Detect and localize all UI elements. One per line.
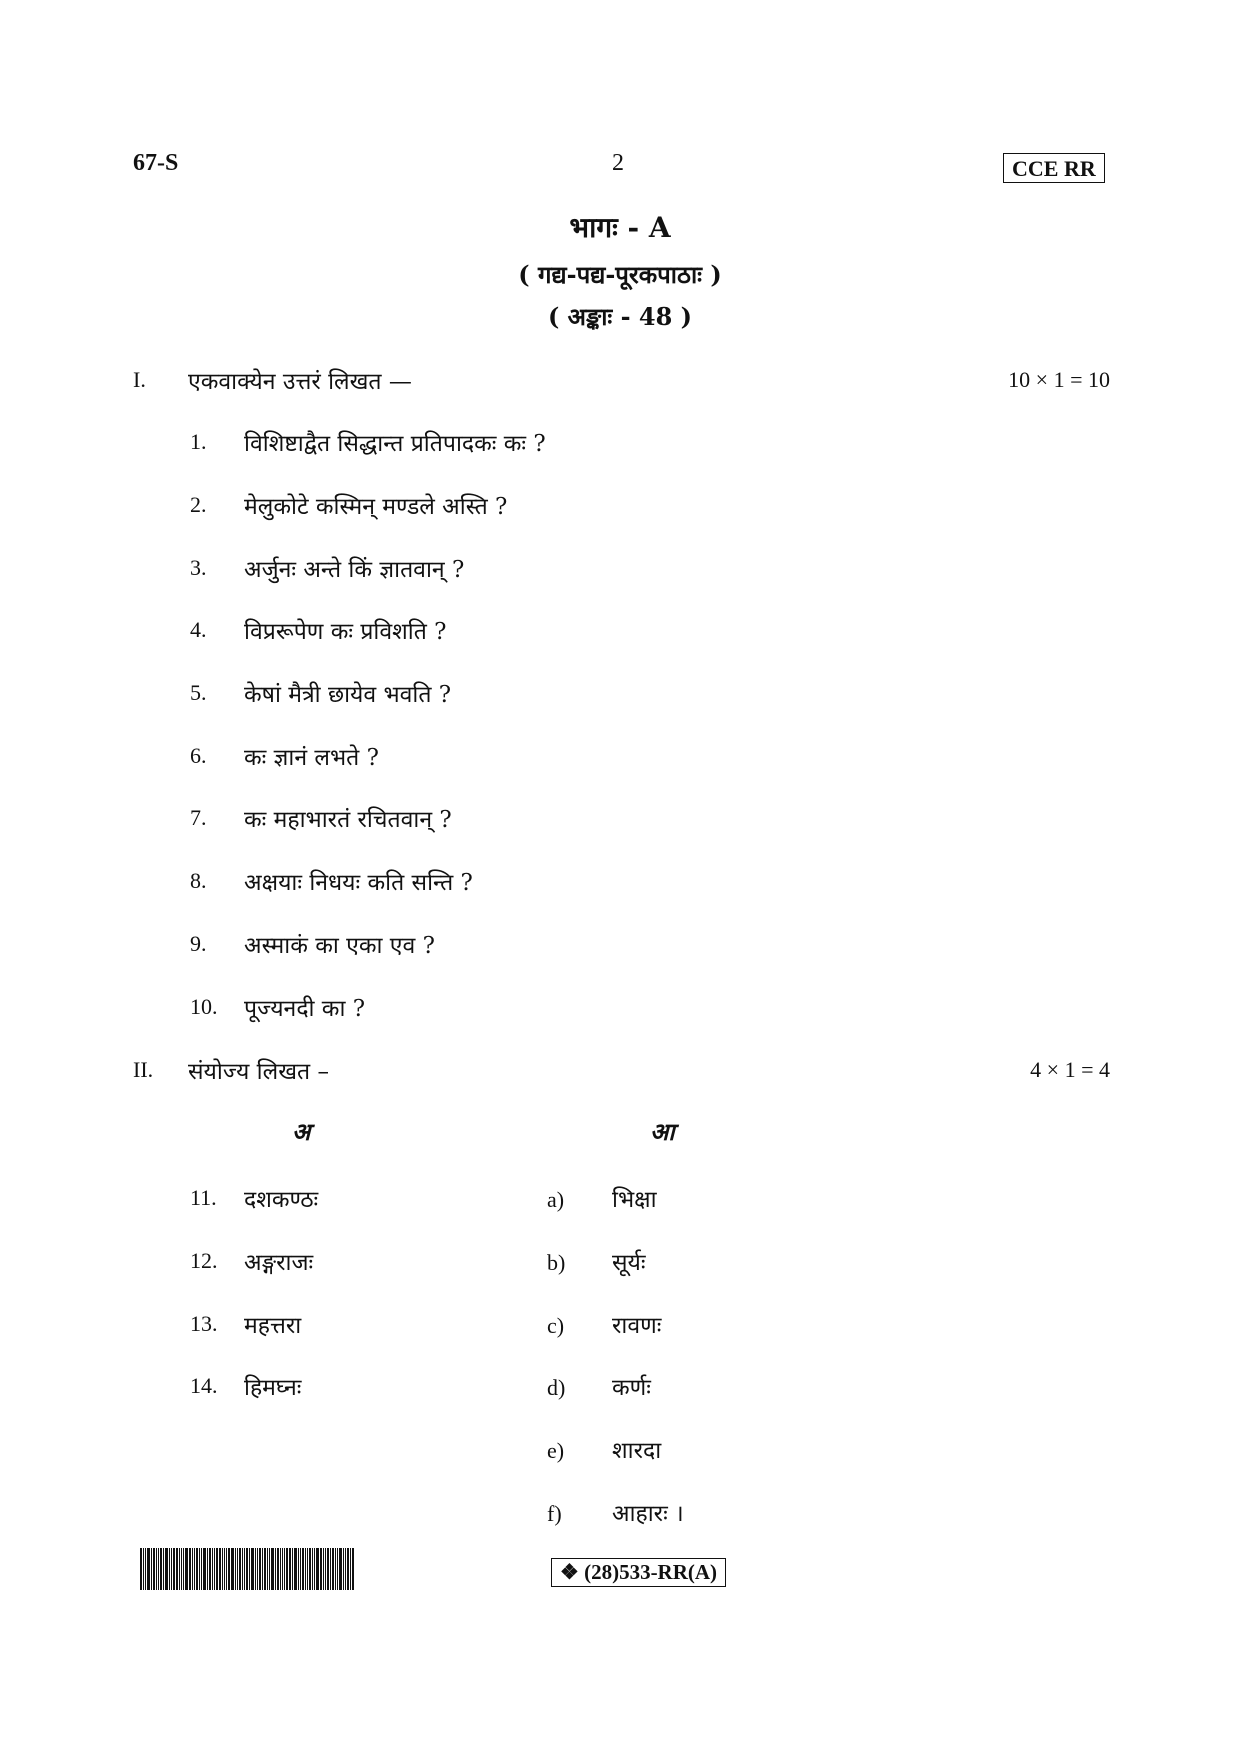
barcode-bar — [269, 1548, 270, 1590]
barcode-bar — [169, 1548, 170, 1590]
barcode-bar — [298, 1548, 299, 1590]
barcode-bar — [264, 1548, 266, 1590]
barcode-bar — [194, 1548, 195, 1590]
barcode-bar — [226, 1548, 227, 1590]
option-text: कर्णः — [612, 1375, 651, 1401]
barcode-bar — [323, 1548, 324, 1590]
match-term: दशकण्ठः — [244, 1187, 319, 1213]
barcode-bar — [231, 1548, 234, 1590]
barcode-bar — [300, 1548, 301, 1590]
barcode-bar — [307, 1548, 308, 1590]
question-number: 6. — [190, 743, 207, 768]
question-text: अर्जुनः अन्ते किं ज्ञातवान् ? — [244, 557, 465, 583]
barcode-bar — [284, 1548, 285, 1590]
barcode-bar — [277, 1548, 279, 1590]
barcode-bar — [145, 1548, 146, 1590]
barcode-bar — [343, 1548, 344, 1590]
option-letter: f) — [547, 1501, 562, 1526]
barcode-bar — [305, 1548, 306, 1590]
barcode-bar — [199, 1548, 200, 1590]
barcode-bar — [160, 1548, 162, 1590]
barcode-bar — [185, 1548, 188, 1590]
barcode-bar — [173, 1548, 175, 1590]
barcode-bar — [302, 1548, 304, 1590]
question-number: 1. — [190, 429, 207, 454]
barcode-bar — [337, 1548, 338, 1590]
barcode — [140, 1548, 425, 1590]
column-a-heading: अ — [292, 1117, 311, 1146]
barcode-bar — [244, 1548, 245, 1590]
barcode-bar — [332, 1548, 334, 1590]
question-number: 8. — [190, 868, 207, 893]
barcode-bar — [352, 1548, 354, 1590]
barcode-bar — [176, 1548, 178, 1590]
barcode-bar — [255, 1548, 256, 1590]
barcode-bar — [320, 1548, 322, 1590]
question-number: 2. — [190, 492, 207, 517]
barcode-bar — [216, 1548, 218, 1590]
cce-rr-label: CCE RR — [1003, 153, 1105, 183]
barcode-bar — [249, 1548, 250, 1590]
match-term: अङ्गराजः — [244, 1250, 314, 1276]
question-number: 9. — [190, 931, 207, 956]
barcode-bar — [257, 1548, 258, 1590]
question-number: 3. — [190, 555, 207, 580]
question-text: विप्ररूपेण कः प्रविशति ? — [244, 619, 447, 645]
barcode-bar — [165, 1548, 168, 1590]
barcode-bar — [330, 1548, 331, 1590]
barcode-bar — [246, 1548, 248, 1590]
barcode-bar — [327, 1548, 329, 1590]
barcode-bar — [275, 1548, 276, 1590]
barcode-bar — [171, 1548, 172, 1590]
barcode-bar — [345, 1548, 346, 1590]
section-2-marks: 4 × 1 = 4 — [1030, 1057, 1110, 1082]
question-number: 10. — [190, 994, 218, 1019]
barcode-bar — [158, 1548, 159, 1590]
barcode-bar — [267, 1548, 268, 1590]
barcode-bar — [316, 1548, 319, 1590]
barcode-bar — [314, 1548, 315, 1590]
question-text: अक्षयाः निधयः कति सन्ति ? — [244, 870, 473, 896]
barcode-bar — [271, 1548, 274, 1590]
section-1-title: एकवाक्येन उत्तरं लिखत — — [188, 369, 412, 395]
barcode-bar — [222, 1548, 223, 1590]
option-letter: b) — [547, 1250, 566, 1275]
barcode-bar — [309, 1548, 311, 1590]
question-text: पूज्यनदी का ? — [244, 996, 366, 1022]
barcode-bar — [339, 1548, 342, 1590]
match-term: हिमघ्नः — [244, 1375, 302, 1401]
barcode-bar — [294, 1548, 297, 1590]
barcode-bar — [289, 1548, 291, 1590]
barcode-bar — [312, 1548, 313, 1590]
barcode-bar — [325, 1548, 326, 1590]
barcode-bar — [347, 1548, 349, 1590]
match-number: 13. — [190, 1311, 218, 1336]
barcode-bar — [147, 1548, 150, 1590]
question-text: मेलुकोटे कस्मिन् मण्डले अस्ति ? — [244, 494, 508, 520]
barcode-bar — [212, 1548, 213, 1590]
barcode-bar — [262, 1548, 263, 1590]
column-b-heading: आ — [650, 1117, 675, 1146]
section-2-number: II. — [133, 1057, 154, 1082]
match-number: 12. — [190, 1248, 218, 1273]
barcode-bar — [192, 1548, 193, 1590]
option-text: आहारः । — [612, 1501, 684, 1527]
barcode-bar — [203, 1548, 206, 1590]
barcode-bar — [239, 1548, 241, 1590]
section-2-title: संयोज्य लिखत – — [188, 1059, 329, 1085]
match-number: 11. — [190, 1185, 217, 1210]
section-1-number: I. — [133, 367, 146, 392]
barcode-bar — [335, 1548, 336, 1590]
part-title: भागः - A — [569, 211, 671, 244]
question-text: केषां मैत्री छायेव भवति ? — [244, 682, 452, 708]
barcode-bar — [196, 1548, 198, 1590]
footer-code: ❖ (28)533-RR(A) — [551, 1558, 726, 1587]
barcode-bar — [183, 1548, 184, 1590]
match-term: महत्तरा — [244, 1313, 302, 1339]
section-1-marks: 10 × 1 = 10 — [1008, 367, 1110, 392]
page-number: 2 — [612, 150, 624, 176]
barcode-bar — [151, 1548, 152, 1590]
barcode-bar — [228, 1548, 230, 1590]
barcode-bar — [259, 1548, 261, 1590]
barcode-bar — [201, 1548, 202, 1590]
option-letter: c) — [547, 1313, 565, 1338]
match-number: 14. — [190, 1373, 218, 1398]
barcode-bar — [224, 1548, 225, 1590]
barcode-bar — [292, 1548, 293, 1590]
question-text: कः ज्ञानं लभते ? — [244, 745, 379, 771]
barcode-bar — [189, 1548, 191, 1590]
question-number: 5. — [190, 680, 207, 705]
question-text: कः महाभारतं रचितवान् ? — [244, 807, 452, 833]
barcode-bar — [219, 1548, 221, 1590]
barcode-bar — [143, 1548, 144, 1590]
barcode-bar — [179, 1548, 180, 1590]
part-marks: ( अङ्काः - 48 ) — [547, 302, 693, 331]
barcode-bar — [242, 1548, 243, 1590]
barcode-bar — [140, 1548, 142, 1590]
option-letter: e) — [547, 1438, 565, 1463]
barcode-bar — [181, 1548, 182, 1590]
option-letter: d) — [547, 1375, 566, 1400]
barcode-bar — [237, 1548, 238, 1590]
barcode-bar — [280, 1548, 281, 1590]
paper-code: 67-S — [133, 150, 179, 176]
question-number: 4. — [190, 617, 207, 642]
barcode-bar — [282, 1548, 283, 1590]
part-subtitle: ( गद्य-पद्य-पूरकपाठाः ) — [518, 260, 722, 289]
barcode-bar — [251, 1548, 254, 1590]
barcode-bar — [214, 1548, 215, 1590]
barcode-bar — [207, 1548, 208, 1590]
barcode-bar — [209, 1548, 211, 1590]
option-letter: a) — [547, 1187, 565, 1212]
barcode-bar — [235, 1548, 236, 1590]
barcode-bar — [163, 1548, 164, 1590]
option-text: भिक्षा — [612, 1187, 657, 1213]
question-text: विशिष्टाद्वैत सिद्धान्त प्रतिपादकः कः ? — [244, 431, 546, 457]
barcode-bar — [156, 1548, 157, 1590]
option-text: शारदा — [612, 1438, 662, 1464]
option-text: रावणः — [612, 1313, 662, 1339]
barcode-bar — [350, 1548, 351, 1590]
question-text: अस्माकं का एका एव ? — [244, 933, 435, 959]
option-text: सूर्यः — [612, 1250, 646, 1276]
question-number: 7. — [190, 805, 207, 830]
barcode-bar — [286, 1548, 288, 1590]
barcode-bar — [153, 1548, 155, 1590]
